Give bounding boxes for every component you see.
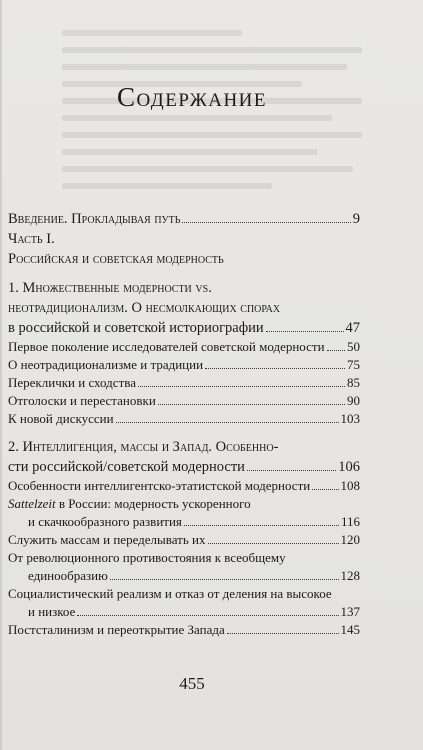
toc-title: единообразию xyxy=(28,568,108,583)
toc-title: О неотрадиционализме и традиции xyxy=(8,357,204,372)
toc-entry-chapter-2 xyxy=(8,457,360,477)
book-page xyxy=(2,0,423,750)
part-title: Российская и советская модерность xyxy=(8,251,224,267)
leader-dots xyxy=(116,422,339,423)
toc-entry-introduction xyxy=(8,209,360,229)
leader-dots xyxy=(138,386,345,387)
leader-dots xyxy=(205,368,345,369)
toc-entry xyxy=(8,410,360,428)
toc-title: Первое поколение исследователей советской модерности xyxy=(8,339,325,354)
leader-dots xyxy=(182,222,350,223)
toc-page: 145 xyxy=(340,622,360,637)
toc-page: 50 xyxy=(347,339,360,354)
toc-entry xyxy=(8,338,360,356)
toc-title: и скачкообразного развития xyxy=(28,514,182,529)
leader-dots xyxy=(208,543,339,544)
toc-entry xyxy=(8,567,360,585)
toc-entry xyxy=(8,374,360,392)
toc-entry xyxy=(8,603,360,621)
toc-entry-line xyxy=(8,549,360,567)
toc-title: и низкое xyxy=(28,604,76,619)
toc-title: Введение. Прокладывая путь xyxy=(8,211,181,227)
toc-page: 85 xyxy=(347,375,360,390)
toc-title: Переклички и сходства xyxy=(8,375,136,390)
leader-dots xyxy=(184,525,339,526)
toc-entry xyxy=(8,477,360,495)
toc-page: 103 xyxy=(340,411,360,426)
toc-title: в российской и советской историографии xyxy=(8,320,264,336)
show-through-text xyxy=(62,30,362,200)
toc-page: 108 xyxy=(340,478,360,493)
toc-entry xyxy=(8,531,360,549)
toc-entry xyxy=(8,513,360,531)
toc-page: 47 xyxy=(345,320,360,336)
toc-title: Постсталинизм и переоткрытие Запада xyxy=(8,622,225,637)
toc-page: 128 xyxy=(340,568,360,583)
chapter-1-title-line: 1. Множественные модерности vs. xyxy=(8,280,212,296)
toc-page: 9 xyxy=(352,211,360,227)
toc-entry xyxy=(8,621,360,639)
toc-entry-chapter-1 xyxy=(8,318,360,338)
chapter-1-title-line: неотрадиционализм. О несмолкающих спорах xyxy=(8,300,281,316)
toc-page: 137 xyxy=(340,604,360,619)
toc-page: 90 xyxy=(347,393,360,408)
leader-dots xyxy=(77,615,338,616)
toc-title: От революционного противостояния к всеобщему xyxy=(8,550,286,565)
toc-title: Особенности интеллигентско-этатистской модерности xyxy=(8,478,311,493)
leader-dots xyxy=(312,489,338,490)
page-number: 455 xyxy=(179,674,205,693)
toc-title: Служить массам и переделывать их xyxy=(8,532,206,547)
contents-heading: Содержание xyxy=(116,82,268,112)
leader-dots xyxy=(266,331,344,332)
toc-title: в России: модерность ускоренного xyxy=(55,496,251,511)
toc-page: 75 xyxy=(347,357,360,372)
toc-title: сти российской/советской модерности xyxy=(8,459,245,475)
toc-title: Отголоски и перестановки xyxy=(8,393,156,408)
toc-entry-line xyxy=(8,585,360,603)
toc-page: 106 xyxy=(338,459,360,475)
leader-dots xyxy=(227,633,339,634)
toc-page: 116 xyxy=(340,514,360,529)
toc-page: 120 xyxy=(340,532,360,547)
part-label: Часть I. xyxy=(8,231,55,247)
leader-dots xyxy=(110,579,339,580)
toc-title: Социалистический реализм и отказ от деления на высокое xyxy=(8,586,332,601)
toc-title: К новой дискуссии xyxy=(8,411,114,426)
toc-entry xyxy=(8,356,360,374)
table-of-contents xyxy=(8,209,360,639)
leader-dots xyxy=(158,404,345,405)
leader-dots xyxy=(327,350,345,351)
toc-title-italic: Sattelzeit xyxy=(8,496,56,511)
toc-entry-line xyxy=(8,495,360,513)
leader-dots xyxy=(247,470,336,471)
toc-entry xyxy=(8,392,360,410)
chapter-2-title-line: 2. Интеллигенция, массы и Запад. Особенно- xyxy=(8,439,279,455)
